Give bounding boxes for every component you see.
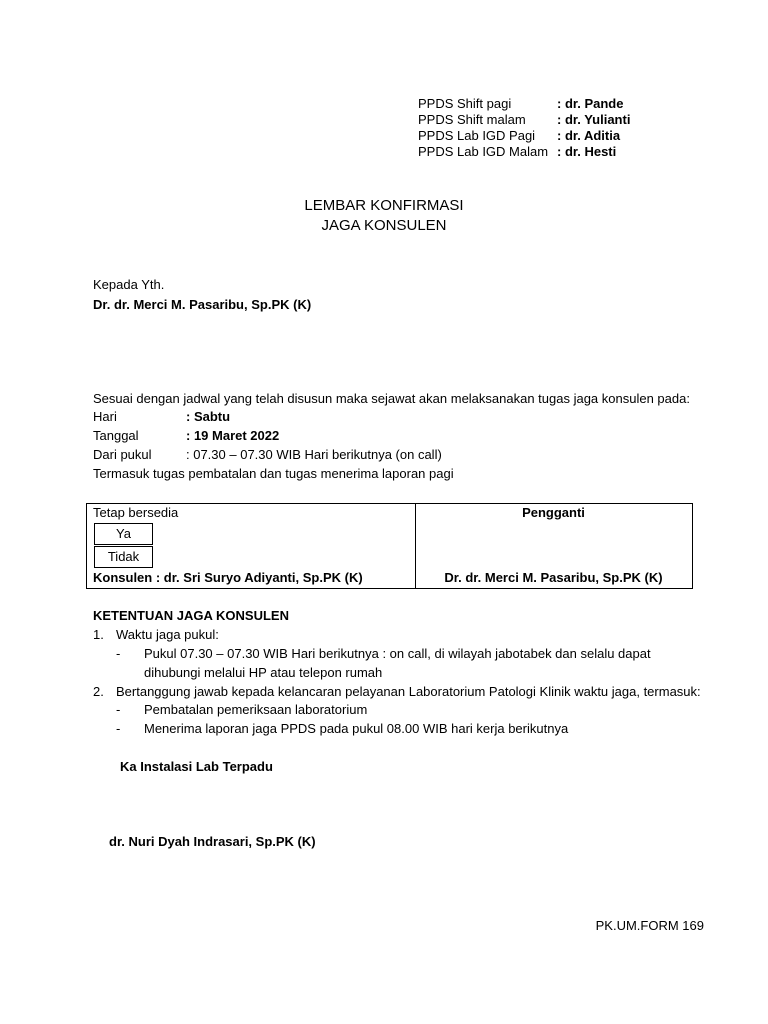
rule-2-sub-1 [116, 702, 367, 718]
field-date-value: : 19 Maret 2022 [186, 428, 280, 443]
rule-sub-text: Menerima laporan jaga PPDS pada pukul 08.00 WIB hari kerja berikutnya [144, 721, 569, 736]
signature-name: dr. Nuri Dyah Indrasari, Sp.PK (K) [109, 834, 316, 849]
option-yes-box[interactable]: Ya [94, 523, 153, 545]
note-text: Termasuk tugas pembatalan dan tugas menerima laporan pagi [93, 466, 454, 481]
field-time-value: : 07.30 – 07.30 WIB Hari berikutnya (on call) [186, 447, 442, 462]
document-title: LEMBAR KONFIRMASI [304, 197, 464, 214]
confirmation-table [86, 503, 693, 589]
consultant-name: Konsulen : dr. Sri Suryo Adiyanti, Sp.PK (K) [93, 570, 363, 585]
roster-value: : dr. Hesti [557, 144, 617, 159]
roster-row [418, 112, 630, 128]
rule-number: 2. [93, 684, 104, 699]
rule-text: Bertanggung jawab kepada kelancaran pelayanan Laboratorium Patologi Klinik waktu jaga, termasuk: [116, 684, 701, 699]
confirmation-left-cell [87, 504, 416, 588]
intro-text: Sesuai dengan jadwal yang telah disusun maka sejawat akan melaksanakan tugas jaga konsulen pada: [93, 391, 690, 406]
replacement-name: Dr. dr. Merci M. Pasaribu, Sp.PK (K) [444, 570, 663, 585]
shift-roster [418, 96, 630, 160]
bullet-dash: - [116, 646, 121, 661]
field-time-label: Dari pukul [93, 447, 152, 462]
signature-title: Ka Instalasi Lab Terpadu [120, 759, 273, 774]
rule-1-sub [116, 646, 651, 662]
roster-label: PPDS Shift malam [418, 112, 526, 127]
roster-value: : dr. Yulianti [557, 112, 631, 127]
field-day-value: : Sabtu [186, 409, 231, 424]
roster-label: PPDS Lab IGD Malam [418, 144, 549, 159]
roster-row [418, 128, 630, 144]
rule-item-1 [93, 627, 219, 643]
rule-sub-text-continued: dihubungi melalui HP atau telepon rumah [144, 665, 383, 680]
field-date [93, 428, 279, 444]
field-date-label: Tanggal [93, 428, 139, 443]
roster-value: : dr. Aditia [557, 128, 621, 143]
salutation: Kepada Yth. [93, 277, 165, 292]
field-day-label: Hari [93, 409, 117, 424]
rules-heading: KETENTUAN JAGA KONSULEN [93, 608, 289, 623]
bullet-dash: - [116, 721, 121, 736]
rule-number: 1. [93, 627, 104, 642]
bullet-dash: - [116, 702, 121, 717]
rule-sub-text: Pukul 07.30 – 07.30 WIB Hari berikutnya : on call, di wilayah jabotabek dan selalu dapat [144, 646, 651, 661]
roster-value: : dr. Pande [557, 96, 624, 111]
rule-text: Waktu jaga pukul: [116, 627, 219, 642]
recipient-name: Dr. dr. Merci M. Pasaribu, Sp.PK (K) [93, 297, 312, 312]
rule-item-2 [93, 684, 701, 700]
document-subtitle: JAGA KONSULEN [321, 217, 447, 234]
replacement-label: Pengganti [522, 505, 585, 520]
roster-row [418, 96, 630, 112]
field-day [93, 409, 230, 425]
ready-label: Tetap bersedia [93, 505, 179, 520]
field-time [93, 447, 442, 463]
rule-2-sub-2 [116, 721, 568, 737]
rule-sub-text: Pembatalan pemeriksaan laboratorium [144, 702, 368, 717]
roster-row [418, 144, 630, 160]
option-no-box[interactable]: Tidak [94, 546, 153, 568]
form-code: PK.UM.FORM 169 [595, 918, 704, 933]
roster-label: PPDS Lab IGD Pagi [418, 128, 536, 143]
roster-label: PPDS Shift pagi [418, 96, 512, 111]
